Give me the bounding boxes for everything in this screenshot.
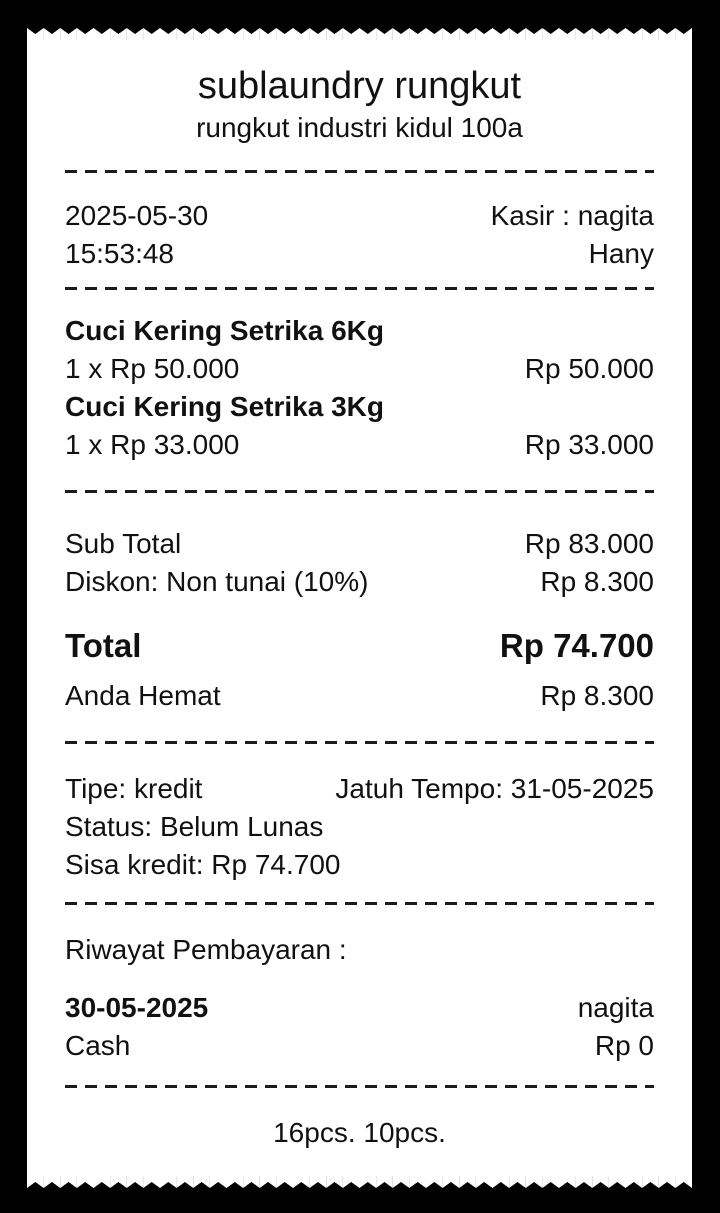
transaction-date: 2025-05-30 <box>65 200 209 231</box>
store-address: rungkut industri kidul 100a <box>196 112 523 143</box>
total-label: Total <box>65 627 142 664</box>
payment-history <box>65 931 654 1065</box>
summary <box>65 525 654 715</box>
dashed-divider <box>65 490 654 493</box>
payment-operator: nagita <box>577 992 654 1023</box>
customer-name: Hany <box>588 238 654 269</box>
cashier-label: Kasir : nagita <box>490 200 654 231</box>
subtotal-value: Rp 83.000 <box>524 528 654 559</box>
savings-value: Rp 8.300 <box>540 680 654 711</box>
item-name: Cuci Kering Setrika 3Kg <box>65 391 384 422</box>
discount-value: Rp 8.300 <box>540 566 654 597</box>
payment-date: 30-05-2025 <box>65 992 209 1023</box>
torn-edge-top <box>27 28 692 40</box>
dashed-divider <box>65 1085 654 1088</box>
subtotal-label: Sub Total <box>65 528 182 559</box>
receipt-body <box>27 40 692 1176</box>
item-amount: Rp 50.000 <box>524 353 654 384</box>
payment-history-entry <box>65 989 654 1065</box>
payment-method: Cash <box>65 1030 131 1061</box>
dashed-divider <box>65 170 654 173</box>
credit-remaining: Sisa kredit: Rp 74.700 <box>65 849 341 880</box>
payment-type: Tipe: kredit <box>65 773 203 804</box>
dashed-divider <box>65 287 654 290</box>
item-qty-price: 1 x Rp 33.000 <box>65 429 240 460</box>
receipt-paper <box>27 28 692 1188</box>
savings-label: Anda Hemat <box>65 680 221 711</box>
credit-info <box>65 770 654 884</box>
pieces-note: 16pcs. 10pcs. <box>273 1117 446 1148</box>
payment-history-title: Riwayat Pembayaran : <box>65 934 347 965</box>
item-qty-price: 1 x Rp 50.000 <box>65 353 240 384</box>
dashed-divider <box>65 741 654 744</box>
dashed-divider <box>65 902 654 905</box>
transaction-info <box>65 197 654 273</box>
items-list <box>65 312 654 464</box>
store-name: sublaundry rungkut <box>197 65 522 107</box>
credit-status: Status: Belum Lunas <box>65 811 324 842</box>
discount-label: Diskon: Non tunai (10%) <box>65 566 369 597</box>
due-date: Jatuh Tempo: 31-05-2025 <box>335 773 654 804</box>
item-amount: Rp 33.000 <box>524 429 654 460</box>
total-value: Rp 74.700 <box>499 627 654 664</box>
torn-edge-bottom <box>27 1176 692 1188</box>
item-row <box>65 388 654 464</box>
item-name: Cuci Kering Setrika 6Kg <box>65 315 384 346</box>
transaction-time: 15:53:48 <box>65 238 174 269</box>
item-row <box>65 312 654 388</box>
payment-amount: Rp 0 <box>594 1030 654 1061</box>
